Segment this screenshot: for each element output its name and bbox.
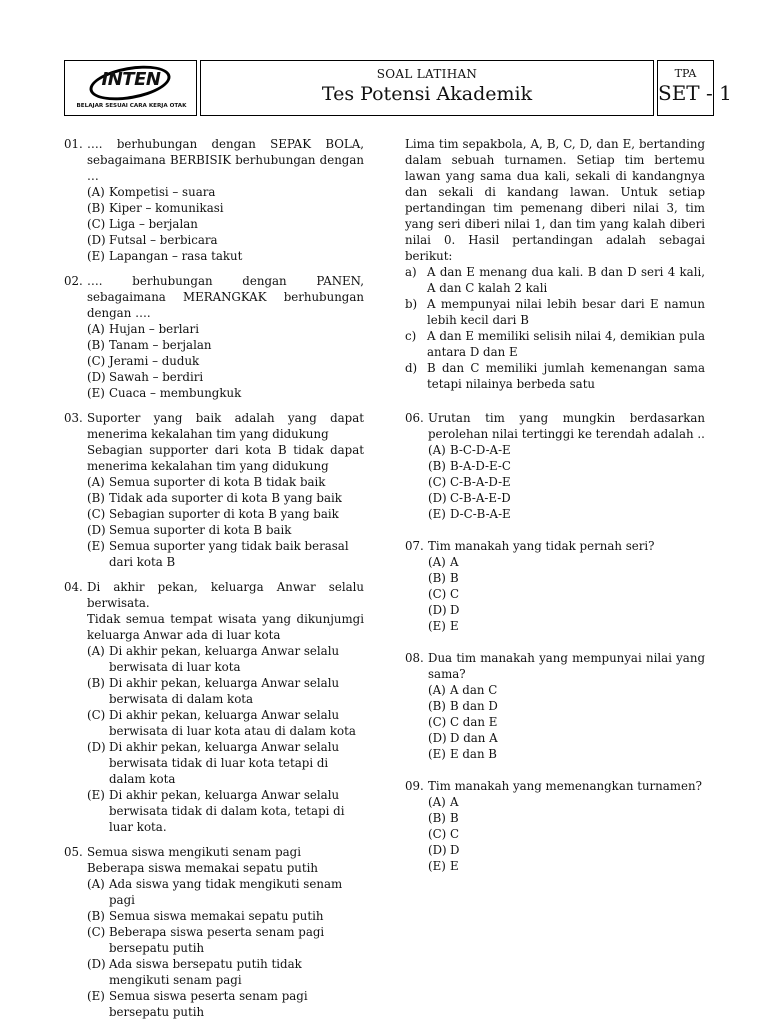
option-letter: (B) (428, 699, 446, 713)
answer-option[interactable] (87, 675, 364, 707)
page-title: Tes Potensi Akademik (321, 83, 533, 105)
answer-option[interactable] (87, 490, 364, 506)
option-letter: (E) (428, 619, 446, 633)
option-text: Semua siswa peserta senam pagi bersepatu putih (109, 989, 308, 1019)
answer-option[interactable] (428, 698, 705, 714)
option-text: B (450, 811, 459, 825)
question-04 (64, 579, 364, 835)
answer-option[interactable] (87, 321, 364, 337)
clue-letter: c) (405, 329, 417, 343)
question-number: 05. (64, 845, 83, 859)
option-letter: (D) (87, 523, 106, 537)
option-letter: (C) (87, 507, 106, 521)
question-06 (405, 410, 705, 522)
question-01 (64, 136, 364, 264)
option-letter: (C) (87, 708, 106, 722)
option-text: C-B-A-D-E (450, 475, 511, 489)
context-clue (405, 360, 705, 392)
answer-option[interactable] (428, 442, 705, 458)
option-text: Semua suporter di kota B tidak baik (109, 475, 326, 489)
option-letter: (C) (87, 354, 106, 368)
question-number: 08. (405, 651, 424, 665)
option-letter: (D) (428, 491, 447, 505)
right-column (405, 136, 705, 874)
option-letter: (A) (87, 877, 105, 891)
question-number: 06. (405, 411, 424, 425)
option-letter: (A) (87, 644, 105, 658)
option-letter: (E) (428, 747, 446, 761)
answer-option[interactable] (428, 458, 705, 474)
answer-option[interactable] (428, 490, 705, 506)
option-text: Semua suporter di kota B baik (109, 523, 292, 537)
clue-text: A dan E memiliki selisih nilai 4, demikian pula antara D dan E (427, 329, 705, 359)
option-text: D (450, 843, 460, 857)
test-category: TPA (674, 67, 697, 80)
option-letter: (D) (428, 843, 447, 857)
option-text: B dan D (450, 699, 498, 713)
option-text: Di akhir pekan, keluarga Anwar selalu berwisata tidak di dalam kota, tetapi di luar kota. (109, 788, 345, 834)
question-02 (64, 273, 364, 401)
option-text: E (450, 859, 459, 873)
answer-option[interactable] (87, 739, 364, 787)
answer-option[interactable] (87, 707, 364, 739)
answer-option[interactable] (87, 956, 364, 988)
option-text: Kompetisi – suara (109, 185, 216, 199)
clue-text: A mempunyai nilai lebih besar dari E namun lebih kecil dari B (427, 297, 705, 327)
clue-letter: d) (405, 361, 418, 375)
option-text: A dan C (450, 683, 498, 697)
answer-option[interactable] (428, 570, 705, 586)
option-letter: (E) (87, 539, 105, 553)
option-letter: (B) (87, 909, 105, 923)
left-column (64, 136, 364, 1020)
page-subtitle: SOAL LATIHAN (376, 67, 478, 81)
question-05 (64, 844, 364, 1020)
answer-option[interactable] (87, 184, 364, 200)
answer-option[interactable] (87, 232, 364, 248)
option-letter: (B) (428, 459, 446, 473)
option-text: Tanam – berjalan (109, 338, 212, 352)
option-text: A (450, 555, 459, 569)
logo-tagline: BELAJAR SESUAI CARA KERJA OTAK (76, 103, 187, 109)
option-text: Semua siswa memakai sepatu putih (109, 909, 324, 923)
question-statement: Dua tim manakah yang mempunyai nilai yang sama? (428, 651, 705, 681)
answer-option[interactable] (87, 643, 364, 675)
answer-option[interactable] (87, 538, 364, 570)
option-text: A (450, 795, 459, 809)
option-letter: (D) (428, 603, 447, 617)
option-text: D-C-B-A-E (450, 507, 511, 521)
answer-option[interactable] (428, 506, 705, 522)
answer-option[interactable] (87, 385, 364, 401)
question-statement: Tidak semua tempat wisata yang dikunjumgi keluarga Anwar ada di luar kota (87, 612, 364, 642)
question-number: 07. (405, 539, 424, 553)
clue-text: A dan E menang dua kali. B dan D seri 4 kali, A dan C kalah 2 kali (427, 265, 705, 295)
option-text: D (450, 603, 460, 617)
option-letter: (C) (87, 925, 106, 939)
option-letter: (C) (428, 827, 447, 841)
option-text: E dan B (450, 747, 497, 761)
option-letter: (B) (87, 338, 105, 352)
option-letter: (E) (428, 507, 446, 521)
question-number: 01. (64, 137, 83, 151)
question-number: 03. (64, 411, 83, 425)
option-letter: (D) (87, 740, 106, 754)
option-letter: (A) (428, 683, 446, 697)
question-number: 09. (405, 779, 424, 793)
option-text: Ada siswa bersepatu putih tidak mengikuti senam pagi (109, 957, 302, 987)
option-text: B-A-D-E-C (450, 459, 511, 473)
option-text: Semua suporter yang tidak baik berasal dari kota B (109, 539, 349, 569)
option-text: C dan E (450, 715, 498, 729)
answer-option[interactable] (87, 369, 364, 385)
option-text: Sebagian suporter di kota B yang baik (109, 507, 339, 521)
option-letter: (A) (428, 443, 446, 457)
answer-option[interactable] (87, 876, 364, 908)
option-letter: (B) (428, 811, 446, 825)
option-letter: (A) (428, 795, 446, 809)
question-09 (405, 778, 705, 874)
question-07 (405, 538, 705, 634)
question-statement: Semua siswa mengikuti senam pagi (87, 845, 302, 859)
answer-option[interactable] (87, 787, 364, 835)
option-letter: (A) (87, 475, 105, 489)
option-letter: (D) (87, 370, 106, 384)
answer-option[interactable] (428, 826, 705, 842)
clue-text: B dan C memiliki jumlah kemenangan sama tetapi nilainya berbeda satu (427, 361, 705, 391)
option-letter: (D) (87, 233, 106, 247)
answer-option[interactable] (87, 216, 364, 232)
option-text: E (450, 619, 459, 633)
option-letter: (B) (87, 491, 105, 505)
clue-letter: b) (405, 297, 418, 311)
option-text: C-B-A-E-D (450, 491, 511, 505)
option-text: Beberapa siswa peserta senam pagi bersepatu putih (109, 925, 325, 955)
question-statement: …. berhubungan dengan SEPAK BOLA, sebagaimana BERBISIK berhubungan dengan … (87, 137, 364, 183)
option-text: Hujan – berlari (109, 322, 199, 336)
context-clue (405, 296, 705, 328)
option-letter: (D) (87, 957, 106, 971)
answer-option[interactable] (87, 908, 364, 924)
option-letter: (C) (87, 217, 106, 231)
option-text: Di akhir pekan, keluarga Anwar selalu berwisata tidak di luar kota tetapi di dalam kota (109, 740, 340, 786)
option-text: Futsal – berbicara (109, 233, 218, 247)
question-statement: Urutan tim yang mungkin berdasarkan perolehan nilai tertinggi ke terendah adalah .. (428, 411, 705, 441)
option-text: C (450, 827, 460, 841)
option-letter: (E) (87, 788, 105, 802)
option-letter: (E) (87, 249, 105, 263)
answer-option[interactable] (87, 506, 364, 522)
answer-option[interactable] (428, 618, 705, 634)
option-text: Ada siswa yang tidak mengikuti senam pagi (109, 877, 343, 907)
answer-option[interactable] (428, 842, 705, 858)
answer-option[interactable] (428, 682, 705, 698)
option-text: Sawah – berdiri (109, 370, 204, 384)
answer-option[interactable] (87, 522, 364, 538)
page-header (64, 60, 732, 116)
option-letter: (C) (428, 715, 447, 729)
option-letter: (E) (428, 859, 446, 873)
question-statement: Tim manakah yang memenangkan turnamen? (428, 779, 702, 793)
question-number: 04. (64, 580, 83, 594)
option-text: Di akhir pekan, keluarga Anwar selalu berwisata di dalam kota (109, 676, 340, 706)
question-03 (64, 410, 364, 570)
option-text: C (450, 587, 460, 601)
answer-option[interactable] (87, 924, 364, 956)
answer-option[interactable] (87, 988, 364, 1020)
question-08 (405, 650, 705, 762)
answer-option[interactable] (428, 810, 705, 826)
answer-option[interactable] (87, 474, 364, 490)
option-text: Lapangan – rasa takut (109, 249, 243, 263)
option-letter: (A) (87, 185, 105, 199)
answer-option[interactable] (428, 602, 705, 618)
option-text: B (450, 571, 459, 585)
answer-option[interactable] (87, 248, 364, 264)
option-text: Di akhir pekan, keluarga Anwar selalu berwisata di luar kota atau di dalam kota (109, 708, 356, 738)
option-letter: (E) (87, 989, 105, 1003)
option-letter: (E) (87, 386, 105, 400)
option-text: Tidak ada suporter di kota B yang baik (109, 491, 342, 505)
question-statement: Di akhir pekan, keluarga Anwar selalu berwisata. (87, 580, 364, 610)
answer-option[interactable] (428, 474, 705, 490)
answer-option[interactable] (428, 586, 705, 602)
logo-box (64, 60, 197, 116)
option-text: Jerami – duduk (109, 354, 200, 368)
answer-option[interactable] (87, 353, 364, 369)
question-statement: Sebagian supporter dari kota B tidak dapat menerima kekalahan tim yang didukung (87, 443, 364, 473)
option-letter: (D) (428, 731, 447, 745)
option-letter: (C) (428, 587, 447, 601)
set-box (657, 60, 732, 116)
option-text: Cuaca – membungkuk (109, 386, 242, 400)
answer-option[interactable] (87, 200, 364, 216)
answer-option[interactable] (428, 554, 705, 570)
option-text: Liga – berjalan (109, 217, 198, 231)
option-letter: (B) (87, 676, 105, 690)
option-text: D dan A (450, 731, 498, 745)
option-letter: (A) (428, 555, 446, 569)
context-intro: Lima tim sepakbola, A, B, C, D, dan E, bertanding dalam sebuah turnamen. Setiap tim bertemu lawan yang sama dua kali, sekali di kandangnya dan sekali di kandang lawan. Untuk setiap pertandingan tim pemenang diberi nilai 3, tim yang seri diberi nilai 1, dan tim yang kalah diberi nilai 0. Hasil pertandingan adalah sebagai berikut: (405, 137, 705, 263)
title-box (200, 60, 654, 116)
option-text: Di akhir pekan, keluarga Anwar selalu berwisata di luar kota (109, 644, 340, 674)
answer-option[interactable] (428, 714, 705, 730)
context-clue (405, 264, 705, 296)
option-letter: (B) (87, 201, 105, 215)
option-text: B-C-D-A-E (450, 443, 511, 457)
answer-option[interactable] (428, 746, 705, 762)
option-letter: (B) (428, 571, 446, 585)
option-letter: (C) (428, 475, 447, 489)
question-number: 02. (64, 274, 83, 288)
logo: INTEN (101, 69, 161, 90)
context-clue (405, 328, 705, 360)
answer-option[interactable] (428, 794, 705, 810)
answer-option[interactable] (428, 730, 705, 746)
option-text: Kiper – komunikasi (109, 201, 224, 215)
problem-context (405, 136, 705, 392)
answer-option[interactable] (87, 337, 364, 353)
clue-letter: a) (405, 265, 417, 279)
question-statement: Tim manakah yang tidak pernah seri? (428, 539, 655, 553)
question-statement: Suporter yang baik adalah yang dapat menerima kekalahan tim yang didukung (87, 411, 364, 441)
question-statement: …. berhubungan dengan PANEN, sebagaimana MERANGKAK berhubungan dengan …. (87, 274, 364, 320)
question-statement: Beberapa siswa memakai sepatu putih (87, 861, 319, 875)
set-label: SET - 1 (658, 81, 732, 105)
answer-option[interactable] (428, 858, 705, 874)
option-letter: (A) (87, 322, 105, 336)
